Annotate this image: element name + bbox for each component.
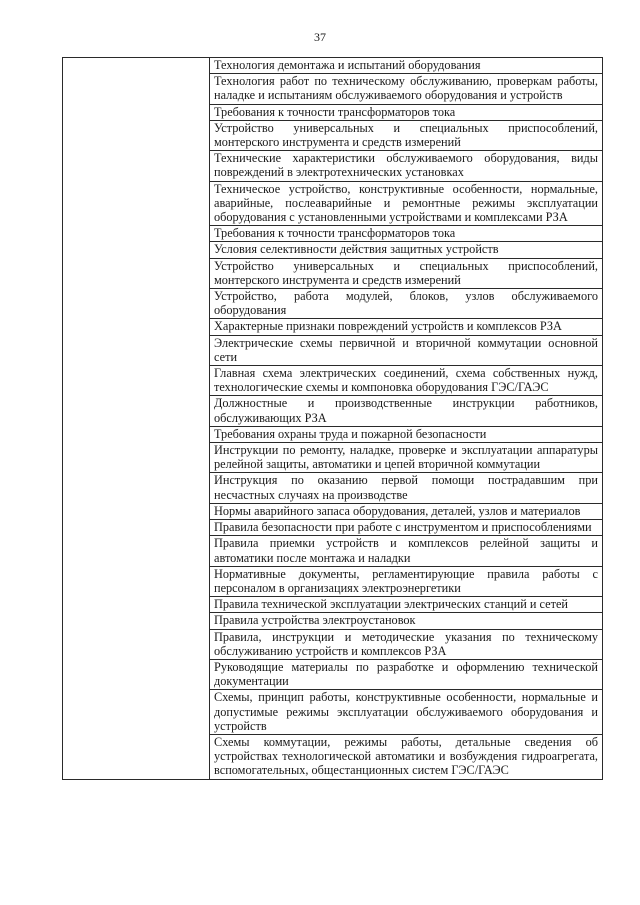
requirement-cell: Требования охраны труда и пожарной безопасности: [210, 426, 603, 442]
requirement-cell: Правила устройства электроустановок: [210, 613, 603, 629]
requirement-cell: Правила безопасности при работе с инструментом и приспособлениями: [210, 520, 603, 536]
requirement-cell: Должностные и производственные инструкции работников, обслуживающих РЗА: [210, 396, 603, 426]
left-column-cell: [63, 58, 210, 780]
requirements-table-body: [63, 58, 603, 780]
requirement-cell: Инструкции по ремонту, наладке, проверке и эксплуатации аппаратуры релейной защиты, автоматики и цепей вторичной коммутации: [210, 443, 603, 473]
requirement-cell: Правила, инструкции и методические указания по техническому обслуживанию устройств и комплексов РЗА: [210, 629, 603, 659]
requirement-cell: Технология демонтажа и испытаний оборудования: [210, 58, 603, 74]
requirement-cell: Требования к точности трансформаторов тока: [210, 226, 603, 242]
requirement-cell: Устройство универсальных и специальных приспособлений, монтерского инструмента и средств измерений: [210, 258, 603, 288]
requirement-cell: Условия селективности действия защитных устройств: [210, 242, 603, 258]
requirement-cell: Нормы аварийного запаса оборудования, деталей, узлов и материалов: [210, 503, 603, 519]
requirement-cell: Инструкция по оказанию первой помощи пострадавшим при несчастных случаях на производстве: [210, 473, 603, 503]
requirement-cell: Схемы коммутации, режимы работы, детальные сведения об устройствах технологической автоматики и возбуждения гидроагрегата, вспомогательных, общестанционных систем ГЭС/ГАЭС: [210, 734, 603, 779]
requirement-cell: Правила технической эксплуатации электрических станций и сетей: [210, 597, 603, 613]
table-row: [63, 58, 603, 74]
requirement-cell: Характерные признаки повреждений устройств и комплексов РЗА: [210, 319, 603, 335]
requirement-cell: Главная схема электрических соединений, схема собственных нужд, технологические схемы и компоновка оборудования ГЭС/ГАЭС: [210, 366, 603, 396]
requirement-cell: Техническое устройство, конструктивные особенности, нормальные, аварийные, послеаварийные и ремонтные режимы эксплуатации оборудования с установленными устройствами и комплексами РЗА: [210, 181, 603, 226]
requirement-cell: Устройство универсальных и специальных приспособлений, монтерского инструмента и средств измерений: [210, 120, 603, 150]
page-number: 37: [314, 30, 326, 44]
requirement-cell: Нормативные документы, регламентирующие правила работы с персоналом в организациях электроэнергетики: [210, 566, 603, 596]
requirements-table: [62, 57, 603, 780]
requirement-cell: Электрические схемы первичной и вторичной коммутации основной сети: [210, 335, 603, 365]
requirement-cell: Схемы, принцип работы, конструктивные особенности, нормальные и допустимые режимы эксплуатации обслуживаемого оборудования и устройств: [210, 690, 603, 735]
requirement-cell: Правила приемки устройств и комплексов релейной защиты и автоматики после монтажа и наладки: [210, 536, 603, 566]
requirement-cell: Руководящие материалы по разработке и оформлению технической документации: [210, 659, 603, 689]
requirement-cell: Технология работ по техническому обслуживанию, проверкам работы, наладке и испытаниям обслуживаемого оборудования и устройств: [210, 74, 603, 104]
requirement-cell: Требования к точности трансформаторов тока: [210, 104, 603, 120]
requirement-cell: Устройство, работа модулей, блоков, узлов обслуживаемого оборудования: [210, 289, 603, 319]
requirement-cell: Технические характеристики обслуживаемого оборудования, виды повреждений в электротехнических установках: [210, 151, 603, 181]
